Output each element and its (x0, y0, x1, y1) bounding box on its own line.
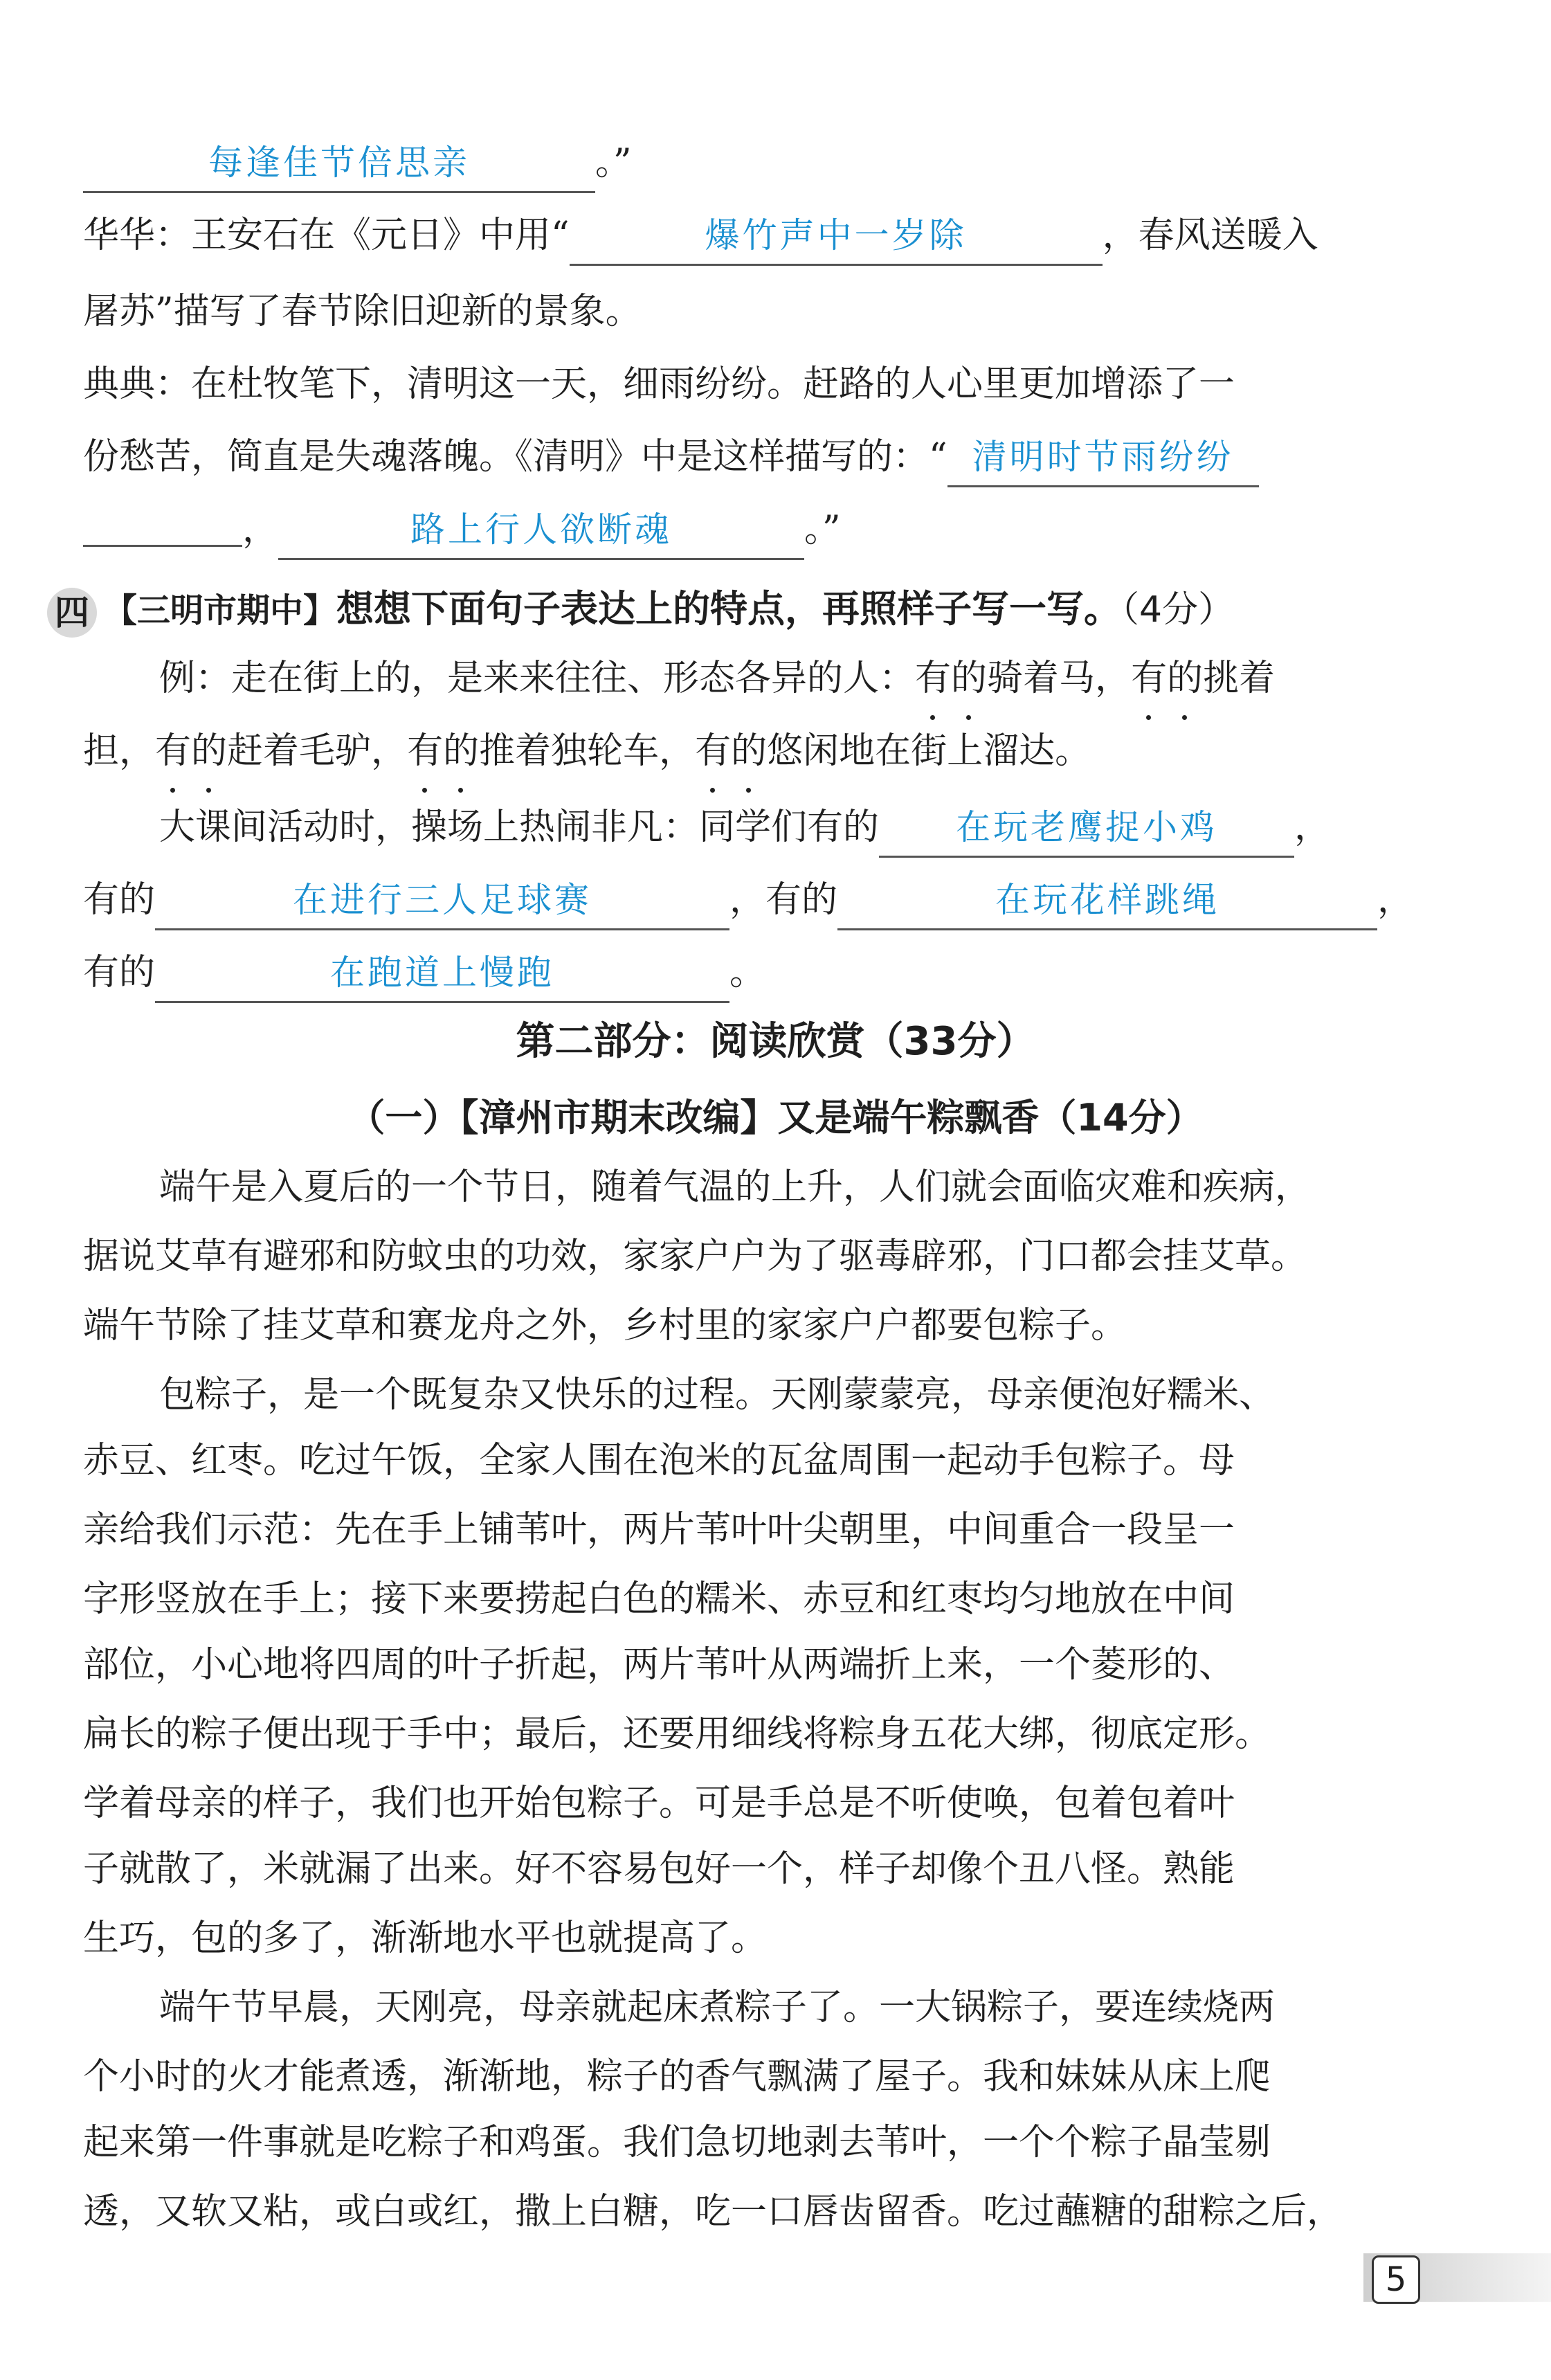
text: 悠闲地在街上溜达。 (767, 730, 1091, 772)
diandian-line-3 (83, 495, 841, 564)
text: ， (242, 509, 279, 550)
text: 。” (595, 142, 632, 183)
text: ， (1294, 806, 1331, 848)
text: 屠苏”描写了春节除旧迎新的景象。 (83, 291, 642, 332)
answer-blank: 在跑道上慢跑 (155, 938, 729, 1007)
task-line-1 (159, 793, 1330, 862)
passage-line: 扁长的粽子便出现于手中；最后，还要用细线将粽身五花大绑，彻底定形。 (83, 1713, 1271, 1755)
text: 推着独轮车， (479, 730, 696, 772)
example-line-1 (159, 644, 1275, 713)
passage-line: 端午节除了挂艾草和赛龙舟之外，乡村里的家家户户都要包粽子。 (83, 1305, 1127, 1346)
answer-blank-continued (83, 505, 242, 541)
passage-line: 端午是入夏后的一个节日，随着气温的上升，人们就会面临灾难和疾病， (159, 1166, 1312, 1208)
text: 有的 (83, 952, 156, 993)
huahua-line (83, 201, 1318, 270)
text: 担， (83, 730, 156, 772)
emphasis-char: 的 (951, 644, 987, 713)
passage-line: 赤豆、红枣。吃过午饭，全家人围在泡米的瓦盆周围一起动手包粽子。母 (83, 1440, 1235, 1481)
text: 大课间活动时，操场上热闹非凡：同学们有的 (159, 806, 880, 848)
emphasis-char: 的 (731, 716, 767, 786)
answer-blank: 在进行三人足球赛 (155, 865, 729, 935)
example-line-2 (83, 716, 1091, 786)
answer-blank: 清明时节雨纷纷 (947, 422, 1259, 492)
question-score: （4分） (1121, 589, 1235, 631)
text: 例：走在街上的，是来来往往、形态各异的人： (159, 658, 916, 699)
text: ，有的 (729, 879, 838, 921)
section-number-badge: 四 (47, 588, 97, 638)
answer-blank: 每逢佳节倍思亲 (83, 128, 595, 197)
passage-line: 包粽子，是一个既复杂又快乐的过程。天刚蒙蒙亮，母亲便泡好糯米、 (159, 1374, 1276, 1416)
answer-blank: 在玩花样跳绳 (837, 865, 1377, 935)
emphasis-char: 的 (191, 716, 227, 786)
emphasis-char: 有 (695, 716, 731, 786)
text: 典典：在杜牧笔下，清明这一天，细雨纷纷。赶路的人心里更加增添了一 (83, 363, 1235, 405)
emphasis-char: 有 (1131, 644, 1167, 713)
emphasis-char: 的 (443, 716, 479, 786)
passage-line: 据说艾草有避邪和防蚊虫的功效，家家户户为了驱毒辟邪，门口都会挂艾草。 (83, 1236, 1307, 1277)
text: ， (1377, 879, 1414, 921)
text: 。” (804, 509, 841, 550)
text: 有的 (83, 879, 156, 921)
passage-line: 个小时的火才能煮透，渐渐地，粽子的香气飘满了屋子。我和妹妹从床上爬 (83, 2056, 1271, 2098)
emphasis-char: 的 (1167, 644, 1203, 713)
reading-1-heading: （一）【漳州市期末改编】又是端午粽飘香（14分） (347, 1096, 1204, 1139)
diandian-line-1 (83, 350, 1235, 419)
text: 赶着毛驴， (227, 730, 408, 772)
section-4-title (47, 575, 1234, 644)
answer-line-1 (83, 128, 632, 197)
question-title: 想想下面句子表达上的特点，再照样子写一写。 (336, 587, 1122, 631)
passage-line: 生巧，包的多了，渐渐地水平也就提高了。 (83, 1918, 768, 1959)
answer-blank: 路上行人欲断魂 (278, 495, 804, 564)
passage-line: 端午节早晨，天刚亮，母亲就起床煮粽子了。一大锅粽子，要连续烧两 (159, 1987, 1276, 2028)
passage-line: 部位，小心地将四周的叶子折起，两片苇叶从两端折上来，一个菱形的、 (83, 1644, 1235, 1686)
passage-line: 子就散了，米就漏了出来。好不容易包好一个，样子却像个丑八怪。熟能 (83, 1848, 1235, 1890)
passage-line: 亲给我们示范：先在手上铺苇叶，两片苇叶叶尖朝里，中间重合一段呈一 (83, 1509, 1235, 1551)
question-source: 【三明市期中】 (104, 591, 337, 630)
text: 骑着马， (987, 658, 1132, 699)
emphasis-char: 有 (155, 716, 191, 786)
huahua-line-2 (83, 277, 642, 346)
text: 华华：王安石在《元日》中用“ (83, 215, 570, 256)
text: 。 (729, 952, 766, 993)
answer-blank: 爆竹声中一岁除 (570, 201, 1103, 270)
passage-line: 透，又软又粘，或白或红，撒上白糖，吃一口唇齿留香。吃过蘸糖的甜粽之后， (83, 2191, 1343, 2233)
passage-line: 学着母亲的样子，我们也开始包粽子。可是手总是不听使唤，包着包着叶 (83, 1783, 1235, 1824)
emphasis-char: 有 (915, 644, 951, 713)
text: 挑着 (1203, 658, 1276, 699)
task-line-2 (83, 865, 1413, 935)
diandian-line-2 (83, 422, 1259, 492)
page-number: 5 (1372, 2255, 1420, 2304)
passage-line: 起来第一件事就是吃粽子和鸡蛋。我们急切地剥去苇叶，一个个粽子晶莹剔 (83, 2122, 1271, 2163)
part-2-heading: 第二部分：阅读欣赏（33分） (516, 1019, 1035, 1064)
task-line-3 (83, 938, 765, 1007)
text: 份愁苦，简直是失魂落魄。《清明》中是这样描写的：“ (83, 436, 947, 478)
emphasis-char: 有 (407, 716, 443, 786)
text: ，春风送暖入 (1102, 215, 1318, 256)
answer-blank: 在玩老鹰捉小鸡 (879, 793, 1294, 862)
passage-line: 字形竖放在手上；接下来要捞起白色的糯米、赤豆和红枣均匀地放在中间 (83, 1578, 1235, 1620)
